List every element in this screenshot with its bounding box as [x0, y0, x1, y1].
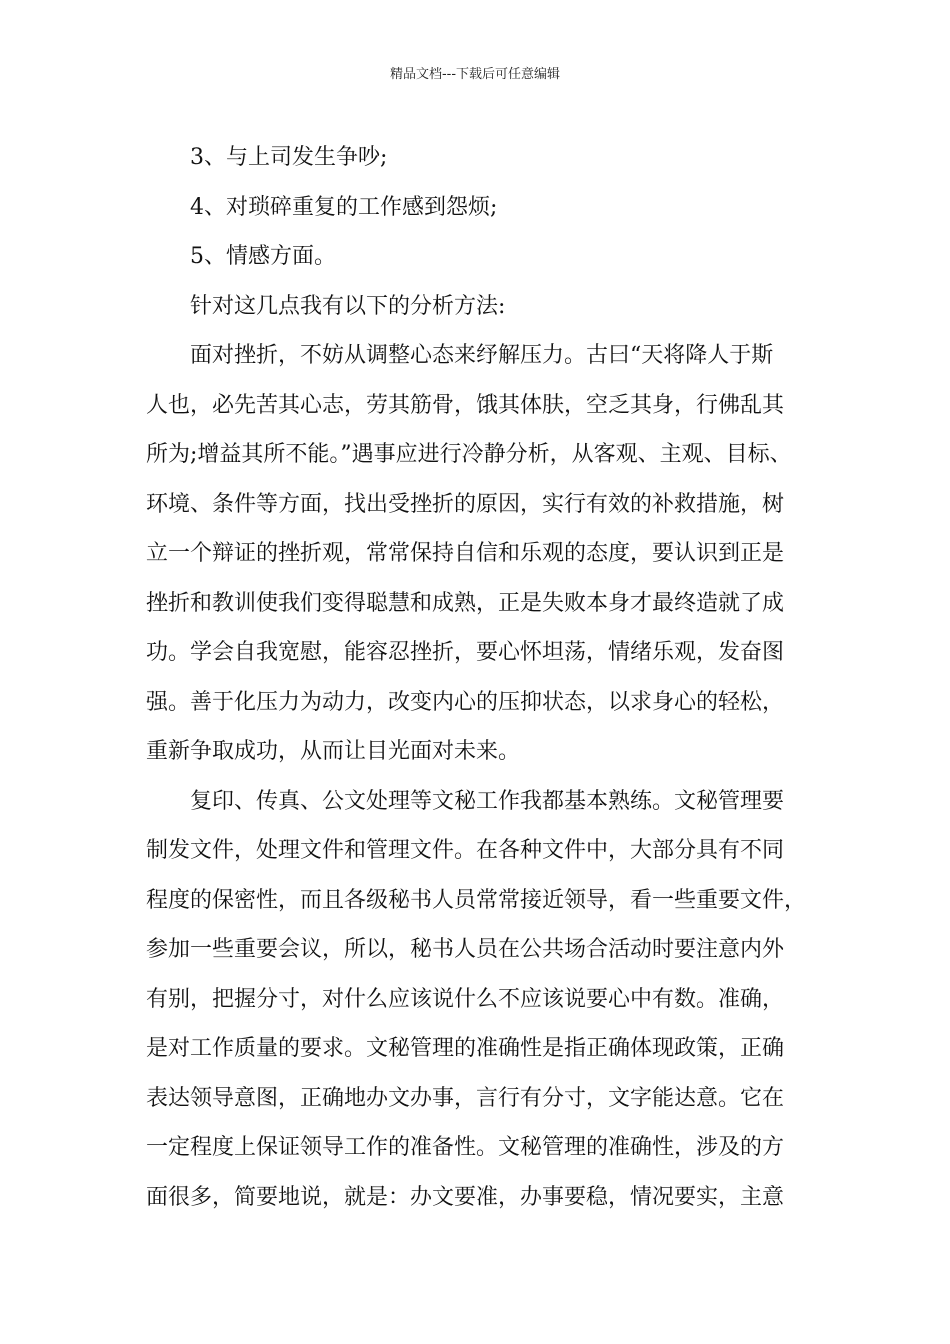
list-item-3: 3、与上司发生争吵; [190, 145, 388, 170]
document-body [146, 133, 826, 1222]
paragraph-2-line: 复印、传真、公文处理等文秘工作我都基本熟练。文秘管理要 [190, 788, 785, 814]
paragraph-2-line: 有别，把握分寸，对什么应该说什么不应该说要心中有数。准确， [146, 986, 785, 1012]
paragraph-1-line: 挫折和教训使我们变得聪慧和成熟，正是失败本身才最终造就了成 [146, 590, 785, 616]
analysis-intro: 针对这几点我有以下的分析方法: [190, 293, 506, 319]
paragraph-1-line: 人也，必先苦其心志，劳其筋骨，饿其体肤，空乏其身，行佛乱其 [146, 392, 785, 418]
list-item-4: 4、对琐碎重复的工作感到怨烦; [190, 194, 498, 220]
paragraph-2-line: 面很多，简要地说，就是：办文要准，办事要稳，情况要实，主意 [146, 1184, 785, 1210]
paragraph-2-line: 是对工作质量的要求。文秘管理的准确性是指正确体现政策，正确 [146, 1036, 785, 1061]
paragraph-1-line: 所为;增益其所不能。”遇事应进行冷静分析，从客观、主观、目标、 [146, 442, 792, 467]
paragraph-1-line: 功。学会自我宽慰，能容忍挫折，要心怀坦荡，情绪乐观，发奋图 [146, 640, 785, 665]
paragraph-1-line: 重新争取成功，从而让目光面对未来。 [146, 739, 521, 764]
paragraph-1-line: 强。善于化压力为动力，改变内心的压抑状态，以求身心的轻松， [146, 689, 785, 715]
paragraph-2-line: 一定程度上保证领导工作的准备性。文秘管理的准确性，涉及的方 [146, 1135, 785, 1160]
paragraph-2-line: 参加一些重要会议，所以，秘书人员在公共场合活动时要注意内外 [146, 937, 785, 962]
paragraph-2-line: 程度的保密性，而且各级秘书人员常常接近领导，看一些重要文件， [146, 887, 807, 913]
page-header: 精品文档---下载后可任意编辑 [389, 67, 561, 82]
list-item-5: 5、情感方面。 [190, 244, 336, 269]
paragraph-2-line: 表达领导意图，正确地办文办事，言行有分寸，文字能达意。它在 [146, 1085, 785, 1111]
paragraph-1-line: 环境、条件等方面，找出受挫折的原因，实行有效的补救措施，树 [146, 491, 785, 517]
paragraph-2-line: 制发文件，处理文件和管理文件。在各种文件中，大部分具有不同 [146, 838, 785, 863]
paragraph-1-line: 立一个辩证的挫折观，常常保持自信和乐观的态度，要认识到正是 [146, 541, 785, 566]
paragraph-1-line: 面对挫折，不妨从调整心态来纾解压力。古曰“天将降人于斯 [190, 343, 774, 368]
